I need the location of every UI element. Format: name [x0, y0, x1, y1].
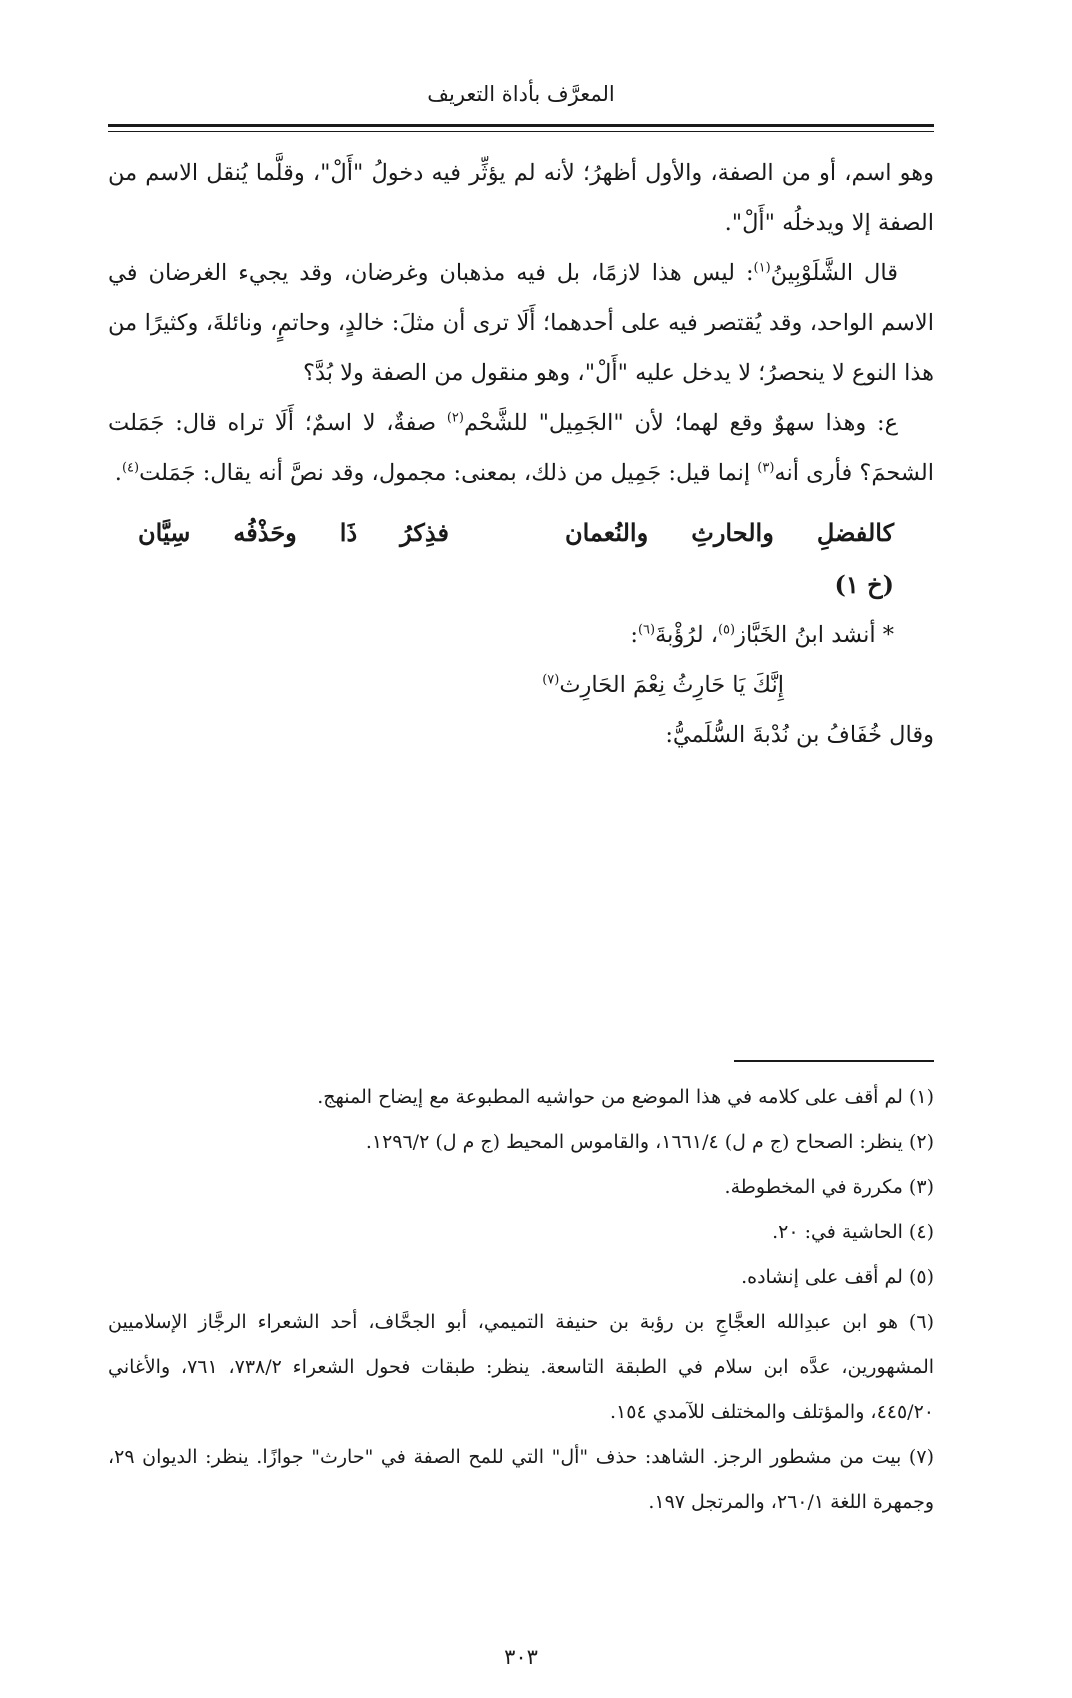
paragraph-2-text-b: : ليس هذا لازمًا، بل فيه مذهبان وغرضان، وقد يجيء الغرضان في الاسم الواحد، وقد يُقتصر فيه على أحدهما؛ أَلَا ترى أن مثلَ: خالدٍ، وحاتمٍ، ونائلةَ، وكثيرًا من هذا النوع لا ينحصرُ؛ لا يدخل عليه "أَلْ"، وهو منقول من الصفة ولا بُدَّ؟ [108, 260, 934, 386]
verse-word: والنُعمان [564, 518, 649, 547]
verse-caesura [492, 506, 522, 560]
paragraph-2-text-a: قال الشَّلَوْبِينُ [770, 260, 898, 286]
verse-word: كالفضلِ [816, 518, 894, 547]
recitation-text-a: * أنشد ابنُ الخَبَّاز [735, 622, 894, 648]
recitation-text-b: ، لرُؤْبةَ [655, 622, 718, 648]
page-number: ٣٠٣ [504, 1645, 538, 1669]
paragraph-3-text-a: ع: وهذا سهوٌ وقع لهما؛ لأن "الجَمِيل" للشَّحْم [463, 410, 898, 436]
paragraph-3-text-b: صفةٌ، لا اسمٌ؛ أَلَا تراه قال: جَمَلت الشحمَ؟ فأرى أنه [108, 410, 934, 486]
footnote-ref-7[interactable]: (٧) [542, 672, 560, 688]
footnote-3: (٣) مكررة في المخطوطة. [724, 1176, 934, 1198]
closing-line: وقال خُفَافُ بن نُدْبةَ السُّلَميُّ: [665, 722, 934, 748]
verse-word: سِيَّان [138, 518, 191, 547]
running-header: المعرَّف بأداة التعريف [427, 82, 615, 106]
footnote-2: (٢) ينظر: الصحاح (ج م ل) ١٦٦١/٤، والقاموس المحيط (ج م ل) ١٢٩٦/٢. [365, 1131, 934, 1153]
rajaz-verse [108, 660, 934, 710]
footnote-1: (١) لم أقف على كلامه في هذا الموضع من حواشيه المطبوعة مع إيضاح المنهج. [317, 1086, 934, 1108]
footnote-ref-4[interactable]: (٤) [121, 460, 140, 476]
header-rule-thick [108, 124, 934, 127]
verse-word: فذِكرُ [400, 518, 449, 547]
paragraph-3 [108, 398, 934, 498]
footnote-ref-2[interactable]: (٢) [446, 410, 464, 426]
footnote-4: (٤) الحاشية في: ٢٠. [772, 1221, 934, 1243]
header-rule-thin [108, 131, 934, 132]
footnotes [108, 1075, 934, 1525]
verse-line [108, 506, 934, 560]
main-text [108, 148, 934, 760]
recitation-line [108, 610, 934, 660]
paragraph-1: وهو اسم، أو من الصفة، والأول أظهرُ؛ لأنه لم يؤثِّر فيه دخولُ "أَلْ"، وقلَّما يُنقل الاسم من الصفة إلا ويدخلُه "أَلْ". [108, 160, 934, 236]
paragraph-3-text-c: إنما قيل: جَمِيل من ذلك، بمعنى: مجمول، وقد نصَّ أنه يقال: جَمَلت [139, 460, 758, 486]
verse-word: وحَذْفُه [233, 518, 297, 547]
paragraph-3-text-d: . [114, 460, 122, 486]
book-page [108, 0, 934, 1698]
verse-word: والحارثِ [691, 518, 774, 547]
footnote-ref-1[interactable]: (١) [753, 260, 771, 276]
paragraph-2 [108, 248, 934, 398]
footnote-5: (٥) لم أقف على إنشاده. [741, 1266, 934, 1288]
verse-mark: (خ ١) [834, 570, 894, 599]
footnote-ref-5[interactable]: (٥) [717, 622, 736, 638]
rajaz-text: إِنَّكَ يَا حَارِثُ نِعْمَ الحَارِث [559, 672, 784, 698]
footnote-6: (٦) هو ابن عبدِالله العجَّاجِ بن رؤبة بن حنيفة التميمي، أبو الجحَّاف، أحد الشعراء الرجَّاز الإسلاميين المشهورين، عدَّه ابن سلام في الطبقة التاسعة. ينظر: طبقات فحول الشعراء ٧٣٨/٢، ٧٦١، والأغاني ٤٤٥/٢٠، والمؤتلف والمختلف للآمدي ١٥٤. [108, 1311, 935, 1423]
verse-word: ذَا [339, 518, 358, 547]
footnote-ref-6[interactable]: (٦) [637, 622, 656, 638]
recitation-text-c: : [630, 622, 638, 648]
footnote-ref-3[interactable]: (٣) [757, 460, 775, 476]
footnote-7: (٧) بيت من مشطور الرجز. الشاهد: حذف "أل" التي للمح الصفة في "حارث" جوازًا. ينظر: الديوان ٢٩، وجمهرة اللغة ٢٦٠/١، والمرتجل ١٩٧. [108, 1446, 934, 1513]
footnote-separator [734, 1060, 934, 1062]
